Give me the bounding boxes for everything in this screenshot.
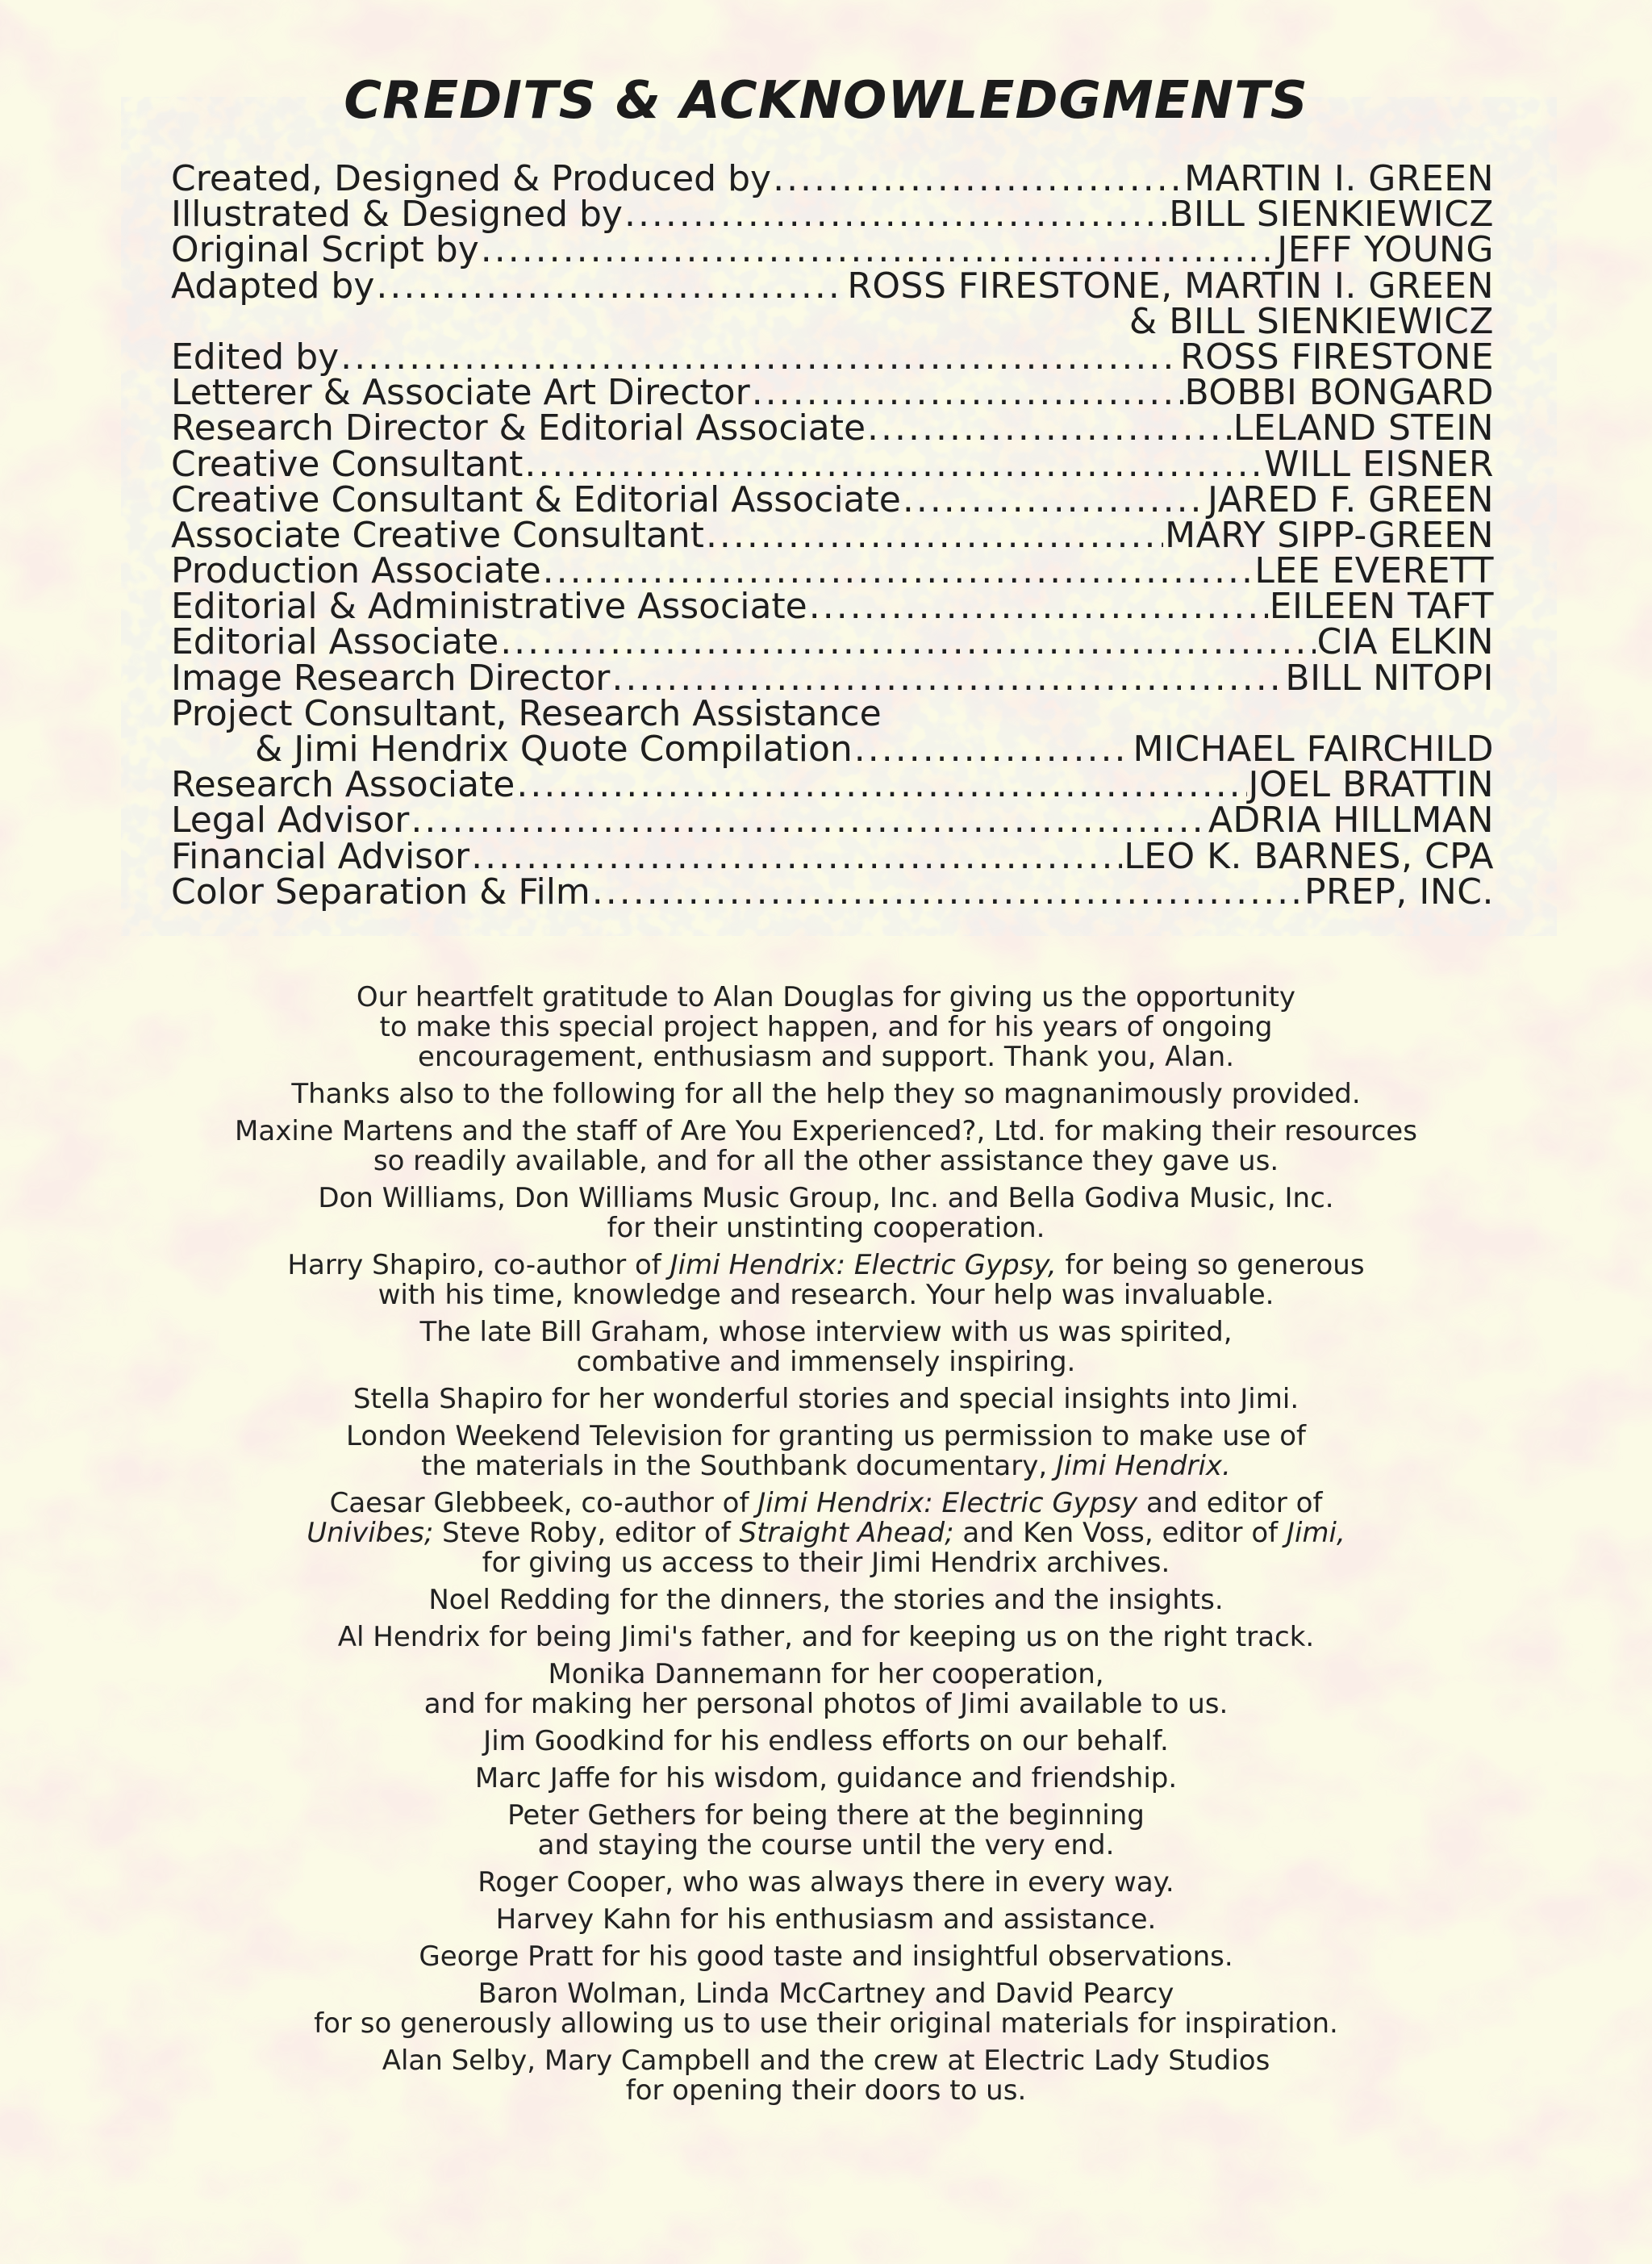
acknowledgment-paragraph	[97, 1905, 1555, 1935]
acknowledgment-line: Baron Wolman, Linda McCartney and David Pearcy	[478, 1978, 1174, 2010]
acknowledgment-line: Stella Shapiro for her wonderful stories and special insights into Jimi.	[353, 1383, 1299, 1415]
dot-leader	[624, 197, 1167, 232]
acknowledgment-line: so readily available, and for all the other assistance they gave us.	[373, 1145, 1279, 1177]
text-run: the materials in the Southbank documentary,	[421, 1450, 1056, 1482]
magazine-title: Jimi,	[1286, 1517, 1345, 1549]
film-title: Jimi Hendrix.	[1056, 1450, 1231, 1482]
dot-leader	[854, 732, 1132, 767]
dot-leader	[411, 803, 1206, 838]
acknowledgment-paragraph	[97, 1117, 1555, 1176]
credit-row	[171, 443, 1494, 485]
credit-role: Image Research Director	[171, 657, 611, 699]
acknowledgment-paragraph	[97, 1868, 1555, 1898]
acknowledgment-line: and staying the course until the very end.	[537, 1829, 1115, 1861]
credit-row	[171, 478, 1494, 520]
credit-name: EILEEN TAFT	[1269, 586, 1494, 628]
text-run: for being so generous	[1056, 1249, 1365, 1281]
credit-role: Adapted by	[171, 265, 375, 307]
dot-leader	[592, 875, 1303, 910]
acknowledgment-line	[97, 1518, 1555, 1548]
dot-leader	[524, 447, 1262, 482]
credit-role: Project Consultant, Research Assistance	[171, 692, 882, 734]
dot-leader	[752, 375, 1183, 411]
magazine-title: Univibes;	[307, 1517, 434, 1549]
acknowledgment-paragraph	[97, 2046, 1555, 2106]
credit-row	[171, 586, 1494, 628]
acknowledgment-line	[97, 1489, 1555, 1518]
credit-row	[171, 835, 1494, 877]
text-run: Harry Shapiro, co-author of	[287, 1249, 670, 1281]
acknowledgment-line: encouragement, enthusiasm and support. Thank you, Alan.	[418, 1041, 1234, 1073]
acknowledgment-line	[97, 1452, 1555, 1481]
credit-name: BILL SIENKIEWICZ	[1169, 194, 1494, 236]
credit-row-continuation	[171, 300, 1494, 342]
acknowledgment-line: Our heartfelt gratitude to Alan Douglas for giving us the opportunity	[356, 981, 1296, 1013]
credit-name: ROSS FIRESTONE, MARTIN I. GREEN	[847, 265, 1494, 307]
acknowledgment-line	[97, 1251, 1555, 1280]
acknowledgment-line: Al Hendrix for being Jimi's father, and for keeping us on the right track.	[337, 1621, 1315, 1653]
acknowledgment-paragraph	[97, 1489, 1555, 1578]
credit-name: JEFF YOUNG	[1277, 229, 1494, 271]
credit-name: ROSS FIRESTONE	[1180, 336, 1494, 378]
acknowledgment-line: Peter Gethers for being there at the beginning	[507, 1799, 1145, 1832]
dot-leader	[500, 624, 1315, 660]
credit-row	[171, 336, 1494, 378]
credit-role: Creative Consultant	[171, 443, 524, 485]
acknowledgment-paragraph	[97, 1251, 1555, 1310]
acknowledgments	[97, 983, 1555, 2113]
dot-leader	[471, 839, 1122, 875]
credit-row	[171, 372, 1494, 414]
acknowledgment-paragraph	[97, 1585, 1555, 1615]
credits-list	[171, 158, 1494, 913]
acknowledgment-paragraph	[97, 983, 1555, 1072]
text-run: Caesar Glebbeek, co-author of	[329, 1487, 758, 1519]
credit-name: JARED F. GREEN	[1208, 478, 1494, 520]
credit-role: Created, Designed & Produced by	[171, 158, 772, 199]
credit-role: Illustrated & Designed by	[171, 194, 623, 236]
dot-leader	[516, 767, 1246, 803]
credit-role: Letterer & Associate Art Director	[171, 372, 750, 414]
acknowledgment-paragraph	[97, 1184, 1555, 1243]
acknowledgment-line: Maxine Martens and the staff of Are You Experienced?, Ltd. for making their resources	[235, 1115, 1417, 1147]
acknowledgment-line: Jim Goodkind for his endless efforts on our behalf.	[483, 1725, 1169, 1757]
text-run: and editor of	[1137, 1487, 1323, 1519]
acknowledgment-line: Roger Cooper, who was always there in every way.	[478, 1866, 1174, 1899]
credit-role: Creative Consultant & Editorial Associate	[171, 478, 901, 520]
dot-leader	[543, 553, 1254, 589]
dot-leader	[867, 411, 1232, 446]
acknowledgment-paragraph	[97, 1801, 1555, 1861]
book-title: Jimi Hendrix: Electric Gypsy	[757, 1487, 1138, 1519]
credit-row	[171, 158, 1494, 199]
credit-name: BOBBI BONGARD	[1184, 372, 1494, 414]
acknowledgment-line: to make this special project happen, and for his years of ongoing	[379, 1011, 1273, 1043]
acknowledgment-paragraph	[97, 1942, 1555, 1972]
dot-leader	[376, 269, 845, 304]
acknowledgment-paragraph	[97, 1979, 1555, 2039]
acknowledgment-paragraph	[97, 1623, 1555, 1652]
credit-role: Financial Advisor	[171, 835, 470, 877]
credit-row	[171, 800, 1494, 842]
acknowledgment-line: Don Williams, Don Williams Music Group, Inc. and Bella Godiva Music, Inc.	[318, 1182, 1334, 1214]
dot-leader	[706, 518, 1163, 553]
dot-leader	[481, 232, 1276, 268]
dot-leader	[773, 161, 1183, 197]
dot-leader	[340, 340, 1179, 375]
text-run: Steve Roby, editor of	[433, 1517, 740, 1549]
acknowledgment-line: Noel Redding for the dinners, the stories and the insights.	[428, 1584, 1224, 1616]
credit-role: Research Director & Editorial Associate	[171, 407, 866, 449]
acknowledgment-paragraph	[97, 1318, 1555, 1377]
acknowledgment-line: The late Bill Graham, whose interview with us was spirited,	[419, 1316, 1233, 1348]
credit-name: CIA ELKIN	[1316, 621, 1494, 663]
acknowledgment-line: for giving us access to their Jimi Hendrix archives.	[482, 1547, 1170, 1579]
credit-name: LELAND STEIN	[1233, 407, 1494, 449]
acknowledgment-paragraph	[97, 1727, 1555, 1756]
credit-row	[171, 194, 1494, 236]
credit-name: LEE EVERETT	[1254, 550, 1494, 592]
credit-role: Editorial & Administrative Associate	[171, 586, 807, 628]
acknowledgment-paragraph	[97, 1660, 1555, 1719]
acknowledgment-line: and for making her personal photos of Jimi available to us.	[423, 1688, 1229, 1720]
credit-role: Research Associate	[171, 764, 515, 806]
credit-name: ADRIA HILLMAN	[1208, 800, 1494, 842]
acknowledgment-paragraph	[97, 1422, 1555, 1481]
acknowledgment-line: with his time, knowledge and research. Your help was invaluable.	[378, 1279, 1274, 1311]
acknowledgment-line: for opening their doors to us.	[625, 2074, 1027, 2107]
credit-role: Original Script by	[171, 229, 479, 271]
credit-row	[171, 729, 1494, 770]
credit-name: BILL NITOPI	[1285, 657, 1494, 699]
acknowledgment-line: George Pratt for his good taste and insightful observations.	[419, 1940, 1233, 1973]
book-title: Jimi Hendrix: Electric Gypsy,	[670, 1249, 1057, 1281]
credit-name: PREP, INC.	[1304, 871, 1494, 913]
acknowledgment-paragraph	[97, 1385, 1555, 1414]
acknowledgment-line: Alan Selby, Mary Campbell and the crew at Electric Lady Studios	[382, 2045, 1270, 2077]
credit-row	[171, 657, 1494, 699]
dot-leader	[809, 589, 1268, 624]
acknowledgment-line: combative and immensely inspiring.	[576, 1346, 1076, 1378]
credit-row	[171, 621, 1494, 663]
acknowledgment-line: Monika Dannemann for her cooperation,	[548, 1658, 1104, 1690]
credit-role: Legal Advisor	[171, 800, 410, 842]
credit-role: & Jimi Hendrix Quote Compilation	[255, 729, 853, 770]
dot-leader	[903, 482, 1206, 518]
credit-name: JOEL BRATTIN	[1248, 764, 1494, 806]
credit-name: & BILL SIENKIEWICZ	[1128, 300, 1494, 342]
acknowledgment-line: for their unstinting cooperation.	[607, 1212, 1045, 1244]
text-run: and Ken Voss, editor of	[953, 1517, 1287, 1549]
credit-role: Editorial Associate	[171, 621, 499, 663]
credit-name: LEO K. BARNES, CPA	[1124, 835, 1494, 877]
dot-leader	[611, 661, 1283, 696]
acknowledgment-line: for so generously allowing us to use their original materials for inspiration.	[314, 2007, 1338, 2040]
credit-row	[171, 871, 1494, 913]
credit-role: Color Separation & Film	[171, 871, 590, 913]
credit-row	[171, 229, 1494, 271]
page-title: CREDITS & ACKNOWLEDGMENTS	[344, 71, 1308, 131]
acknowledgment-paragraph	[97, 1764, 1555, 1794]
credit-row	[171, 265, 1494, 307]
credit-name: WILL EISNER	[1264, 443, 1494, 485]
acknowledgment-paragraph	[97, 1080, 1555, 1109]
credit-name: MARY SIPP-GREEN	[1165, 514, 1494, 556]
acknowledgment-line: Thanks also to the following for all the help they so magnanimously provided.	[291, 1078, 1361, 1110]
credit-name: MARTIN I. GREEN	[1184, 158, 1494, 199]
acknowledgment-line: London Weekend Television for granting us permission to make use of	[345, 1420, 1307, 1452]
credit-row	[171, 514, 1494, 556]
credit-role: Production Associate	[171, 550, 541, 592]
credit-row-role-only	[171, 692, 1494, 734]
credit-role: Edited by	[171, 336, 340, 378]
credit-row	[171, 764, 1494, 806]
credit-role: Associate Creative Consultant	[171, 514, 704, 556]
magazine-title: Straight Ahead;	[739, 1517, 954, 1549]
credit-row	[171, 550, 1494, 592]
credit-row	[171, 407, 1494, 449]
credit-name: MICHAEL FAIRCHILD	[1133, 729, 1494, 770]
acknowledgment-line: Harvey Kahn for his enthusiasm and assistance.	[495, 1903, 1157, 1936]
acknowledgment-line: Marc Jaffe for his wisdom, guidance and friendship.	[474, 1762, 1178, 1794]
